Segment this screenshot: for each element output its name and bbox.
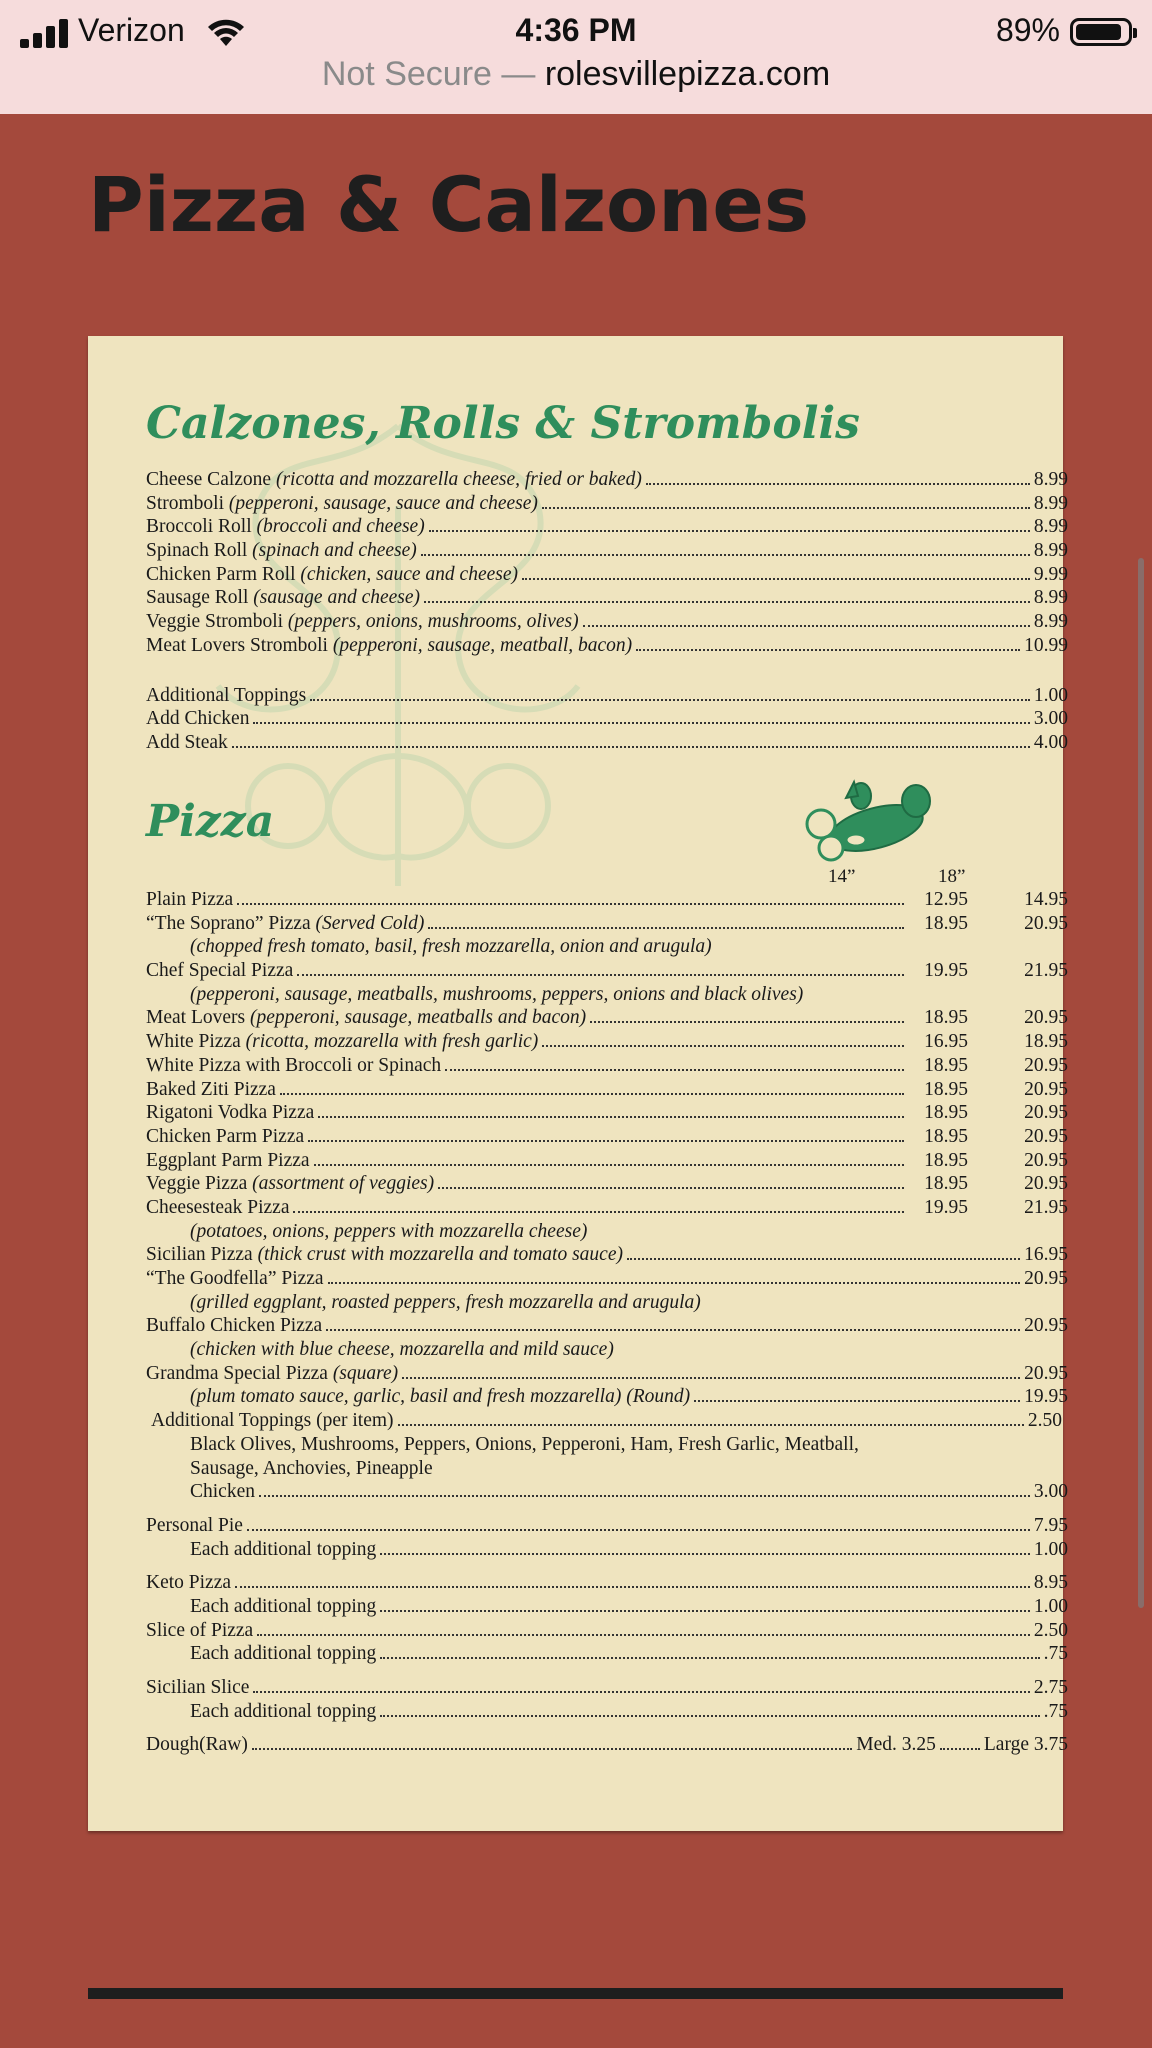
list-item: Baked Ziti Pizza 18.95 20.95 <box>146 1078 1068 1100</box>
list-item: Keto Pizza 8.95 <box>146 1572 1068 1594</box>
toppings-list: Black Olives, Mushrooms, Peppers, Onions, Pepperoni, Ham, Fresh Garlic, Meatball, <box>190 1433 859 1455</box>
list-item: “The Goodfella” Pizza 20.95 <box>146 1268 1068 1289</box>
item-note: (grilled eggplant, roasted peppers, fresh mozzarella and arugula) <box>190 1291 701 1313</box>
address-bar[interactable] <box>0 55 1152 94</box>
list-item: Add Steak 4.00 <box>146 731 1068 753</box>
list-item: Additional Toppings (per item) 2.50 <box>151 1410 1062 1432</box>
calzones-list <box>146 468 1068 755</box>
browser-top-bar <box>0 0 1152 114</box>
pizza-list <box>146 888 1068 1757</box>
list-item: Plain Pizza 12.95 14.95 <box>146 889 1068 910</box>
list-item: Meat Lovers (pepperoni, sausage, meatballs and bacon) 18.95 20.95 <box>146 1007 1068 1029</box>
pizza-section-title: Pizza <box>146 796 275 847</box>
battery-icon <box>1070 18 1132 46</box>
item-note: (chicken with blue cheese, mozzarella and mild sauce) <box>190 1339 614 1361</box>
list-item: Veggie Stromboli (peppers, onions, mushrooms, olives) 8.99 <box>146 611 1068 633</box>
list-item: Buffalo Chicken Pizza 20.95 <box>146 1315 1068 1337</box>
size-14-header: 14” <box>828 866 856 887</box>
list-item: Rigatoni Vodka Pizza 18.95 20.95 <box>146 1102 1068 1124</box>
carrier-name: Verizon <box>78 12 185 48</box>
list-item: White Pizza with Broccoli or Spinach 18.95 20.95 <box>146 1054 1068 1076</box>
list-item: (plum tomato sauce, garlic, basil and fresh mozzarella) (Round) 19.95 <box>190 1386 1068 1408</box>
list-item: Meat Lovers Stromboli (pepperoni, sausage, meatball, bacon) 10.99 <box>146 634 1068 656</box>
list-item: Veggie Pizza (assortment of veggies) 18.95 20.95 <box>146 1173 1068 1195</box>
list-item: “The Soprano” Pizza (Served Cold) 18.95 20.95 <box>146 912 1068 934</box>
list-item: Chef Special Pizza 19.95 21.95 <box>146 960 1068 982</box>
battery-percentage: 89% <box>995 12 1060 48</box>
list-item: Additional Toppings 1.00 <box>146 684 1068 706</box>
item-note: (potatoes, onions, peppers with mozzarella cheese) <box>190 1220 588 1242</box>
list-item: Chicken Parm Roll (chicken, sauce and cheese) 9.99 <box>146 563 1068 585</box>
list-item: Each additional topping .75 <box>190 1700 1068 1722</box>
list-item: Grandma Special Pizza (square) 20.95 <box>146 1362 1068 1384</box>
vegetables-illustration-icon <box>796 776 946 866</box>
item-note: (chopped fresh tomato, basil, fresh mozzarella, onion and arugula) <box>190 936 712 958</box>
list-item: Sicilian Slice 2.75 <box>146 1677 1068 1698</box>
list-item: Chicken 3.00 <box>190 1481 1068 1503</box>
item-note: (pepperoni, sausage, meatballs, mushrooms, peppers, onions and black olives) <box>190 983 804 1005</box>
list-item: Spinach Roll (spinach and cheese) 8.99 <box>146 540 1068 562</box>
list-item: Personal Pie 7.95 <box>146 1514 1068 1536</box>
menu-image <box>88 336 1068 1831</box>
not-secure-label: Not Secure — <box>321 55 536 93</box>
calzones-section-title: Calzones, Rolls & Strombolis <box>146 398 860 449</box>
page-title: Pizza & Calzones <box>88 160 810 249</box>
toppings-list: Sausage, Anchovies, Pineapple <box>190 1457 433 1479</box>
list-item: Add Chicken 3.00 <box>146 708 1068 730</box>
list-item: Eggplant Parm Pizza 18.95 20.95 <box>146 1149 1068 1171</box>
list-item: Broccoli Roll (broccoli and cheese) 8.99 <box>146 516 1068 538</box>
list-item: Cheese Calzone (ricotta and mozzarella cheese, fried or baked) 8.99 <box>146 469 1068 490</box>
list-item: Sicilian Pizza (thick crust with mozzarella and tomato sauce) 16.95 <box>146 1244 1068 1266</box>
site-domain: rolesvillepizza.com <box>544 55 831 93</box>
page-scrollbar[interactable] <box>1138 558 1144 1608</box>
list-item: Each additional topping 1.00 <box>190 1595 1068 1617</box>
list-item: Stromboli (pepperoni, sausage, sauce and cheese) 8.99 <box>146 492 1068 514</box>
list-item: Each additional topping 1.00 <box>190 1538 1068 1560</box>
list-item: Each additional topping .75 <box>190 1643 1068 1665</box>
footer-divider <box>88 1988 1063 1999</box>
list-item: White Pizza (ricotta, mozzarella with fresh garlic) 16.95 18.95 <box>146 1031 1068 1053</box>
list-item: Chicken Parm Pizza 18.95 20.95 <box>146 1125 1068 1147</box>
clock: 4:36 PM <box>515 12 637 48</box>
size-18-header: 18” <box>938 866 966 887</box>
list-item: Cheesesteak Pizza 19.95 21.95 <box>146 1196 1068 1218</box>
list-item: Sausage Roll (sausage and cheese) 8.99 <box>146 587 1068 609</box>
list-item: Dough(Raw) Med. 3.25 Large 3.75 <box>146 1734 1068 1756</box>
list-item: Slice of Pizza 2.50 <box>146 1619 1068 1641</box>
status-bar <box>0 8 1152 48</box>
